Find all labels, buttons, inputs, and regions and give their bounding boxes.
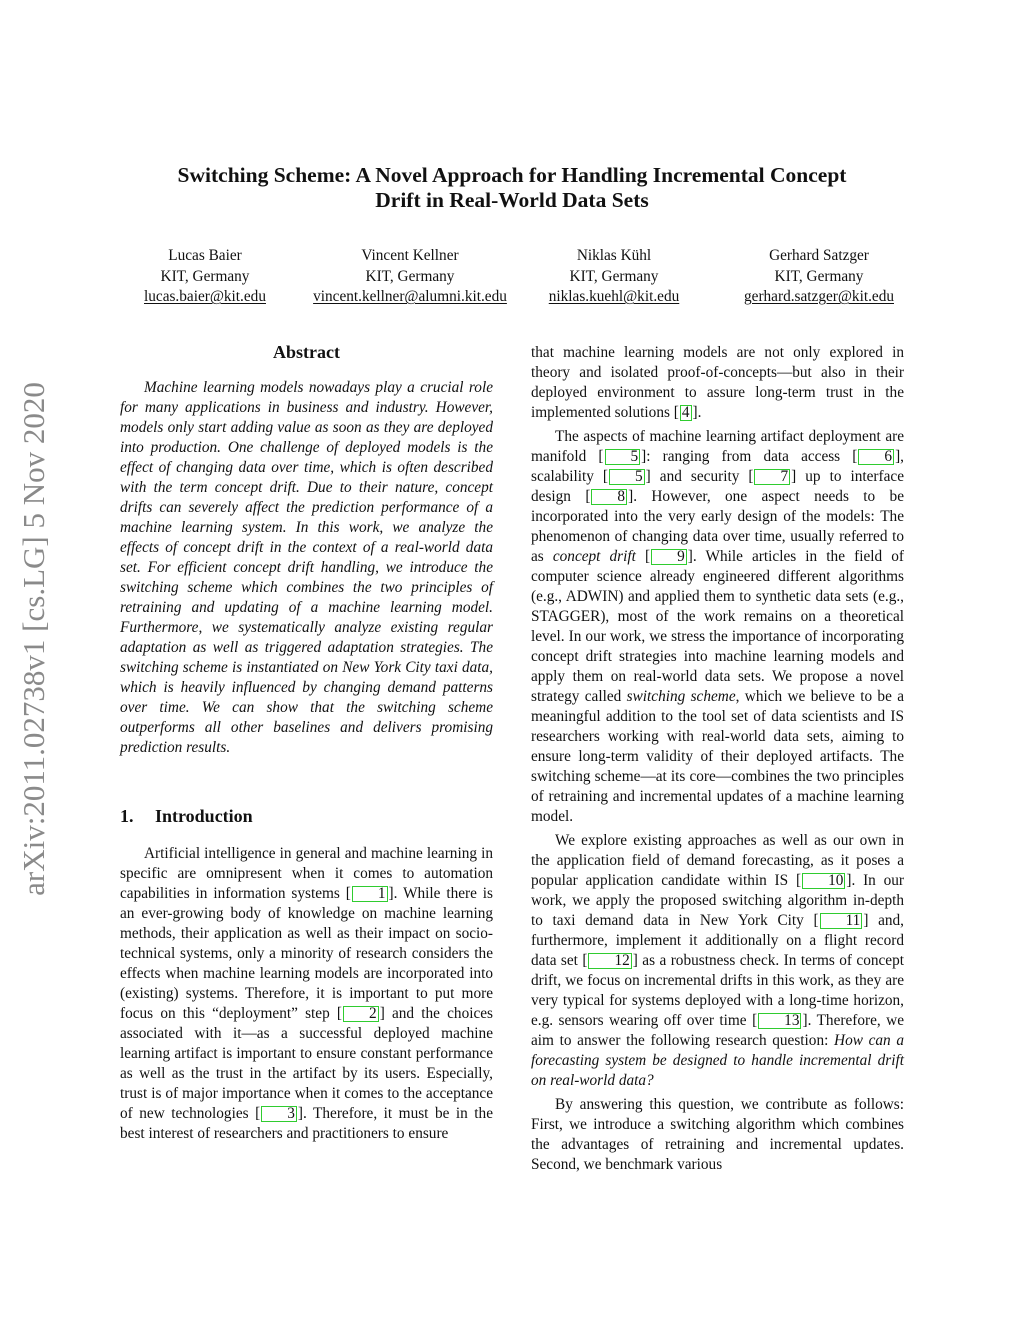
text-run: , scalability: [531, 448, 904, 485]
text-run: up to interface design: [531, 468, 904, 505]
text-run: .: [697, 404, 702, 421]
text-run: . While articles in the field of computer science already engineered different algorithms (e.g., ADWIN) and applied them to synthetic data sets (e.g., STAGGER), most of the work remains on a theoretical level. In our work, we stress the importance of incorporating concept drift strategies into machine learning models and apply them on real-world data sets. We propose a novel strategy called: [531, 548, 904, 705]
author-affiliation: KIT, Germany: [160, 267, 250, 285]
text-run: as a robustness check. In terms of concept drift, we focus on incremental drifts in this work, as they are very typical for systems deployed with a long-time horizon, e.g. sensors wearing off over time: [531, 952, 904, 1029]
author-block: [494, 246, 734, 308]
citation-link[interactable]: 4: [681, 404, 690, 421]
citation-link[interactable]: 5: [609, 469, 645, 485]
left-column: [120, 340, 493, 1148]
citation-link[interactable]: 10: [802, 873, 845, 889]
author-affiliation: KIT, Germany: [774, 267, 864, 285]
author-email[interactable]: vincent.kellner@alumni.kit.edu: [313, 288, 507, 305]
abstract-text: Machine learning models nowadays play a crucial role for many applications in business and industry. However, models only start adding value as soon as they are deployed into production. One challenge of deployed models is the effect of changing data over time, which is often described with the term concept drift. Due to their nature, concept drifts can severely affect the prediction performance of a machine learning system. In this work, we analyze the effects of concept drift in the context of a real-world data set. For efficient concept drift handling, we introduce the switching scheme which combines the two principles of retraining and updating of a machine learning model. Furthermore, we systematically analyze existing regular adaptation as well as triggered adaptation strategies. The switching scheme is instantiated on New York City taxi data, which is heavily influenced by changing demand patterns over time. We can show that the switching scheme outperforms all other baselines and delivers promising prediction results.: [120, 379, 493, 756]
arxiv-sidebar-stamp: arXiv:2011.02738v1 [cs.LG] 5 Nov 2020: [16, 382, 51, 896]
text-run: . While there is an ever-growing body of knowledge on machine learning methods, their application as well as their impact on socio-technical systems, only a minority of research considers the effects when machine learning models are incorporated into (existing) systems. Therefore, it is important to put more focus on this “deployment” step: [120, 885, 493, 1022]
right-column: [531, 343, 904, 1179]
citation-link[interactable]: 5: [605, 449, 641, 465]
text-run: . Therefore, it must be in the best interest of researchers and practitioners to ensure: [120, 1105, 493, 1142]
citation-link[interactable]: 8: [591, 489, 627, 505]
author-email[interactable]: niklas.kuehl@kit.edu: [548, 288, 680, 305]
author-email[interactable]: lucas.baier@kit.edu: [144, 288, 266, 305]
author-affiliation: KIT, Germany: [365, 267, 455, 285]
author-name: Vincent Kellner: [361, 247, 459, 264]
author-name: Gerhard Satzger: [769, 247, 869, 264]
right-paragraph-4: By answering this question, we contribute as follows: First, we introduce a switching algorithm which combines the advantages of retraining and incremental updates. Second, we benchmark various: [531, 1096, 904, 1173]
paper-title: [100, 163, 924, 213]
text-run: : ranging from data access: [646, 448, 853, 465]
title-line-1: Switching Scheme: A Novel Approach for Handling Incremental Concept: [177, 163, 847, 187]
text-run: , which we believe to be a meaningful addition to the tool set of data scientists and IS researchers working with real-world data sets, aiming to ensure long-term validity of their deployed artifacts. The switching scheme—at its core—combines the two principles of retraining and incremental updates of a machine learning model.: [531, 688, 904, 825]
citation-link[interactable]: 7: [754, 469, 790, 485]
text-run: that machine learning models are not only explored in theory and isolated proof-of-concepts—but also in their deployed environment to assure long-term trust in the implemented solutions: [531, 344, 904, 421]
section-number: 1.: [120, 806, 134, 826]
text-run: . Therefore, we aim to answer the following research question:: [531, 1012, 904, 1049]
section-heading: [120, 804, 493, 828]
text-run: and, furthermore, implement it additionally on a flight record data set: [531, 912, 904, 969]
emphasis: How can a forecasting system be designed to handle incremental drift on real-world data?: [531, 1032, 904, 1089]
right-paragraph-3: We explore existing approaches as well as our own in the application field of demand forecasting, as it poses a popular application candidate within IS [ 10 ]. In our work, we apply the proposed switching algorithm in-depth to taxi demand data in New York City [ 11 ] and, furthermore, implement it additionally on a flight record data set [ 12 ] as a robustness check. In terms of concept drift, we focus on incremental drifts in this work, as they are very typical for systems deployed with a long-time horizon, e.g. sensors wearing off over time [ 13 ]. Therefore, we aim to answer the following research question: How can a forecasting system be designed to handle incremental drift on real-world data?: [531, 832, 905, 1089]
title-line-2: Drift in Real-World Data Sets: [375, 188, 649, 212]
citation-link[interactable]: 13: [758, 1013, 801, 1029]
citation-link[interactable]: 3: [261, 1106, 297, 1122]
text-run: We explore existing approaches as well as our own in the application field of demand forecasting, as it poses a popular application candidate within IS: [531, 832, 904, 889]
text-run: Artificial intelligence in general and machine learning in specific are omnipresent when it comes to automation capabilities in information systems: [120, 845, 493, 902]
citation-link[interactable]: 6: [858, 449, 894, 465]
text-run: [636, 548, 645, 565]
text-run: . In our work, we apply the proposed switching algorithm in-depth to taxi demand data in New York City: [531, 872, 905, 929]
right-paragraph-2: The aspects of machine learning artifact deployment are manifold [ 5 ]: ranging from data access [ 6 ], scalability [ 5 ] and security [ 7 ] up to interface design [ 8 ]. However, one aspect needs to be incorporated into the very early design of the models: The phenomenon of changing data over time, usually referred to as concept drift [ 9 ]. While articles in the field of computer science already engineered different algorithms (e.g., ADWIN) and applied them to synthetic data sets (e.g., STAGGER), most of the work remains on a theoretical level. In our work, we stress the importance of incorporating concept drift strategies into machine learning models and apply them on real-world data sets. We propose a novel strategy called switching scheme, which we believe to be a meaningful addition to the tool set of data scientists and IS researchers working with real-world data sets, aiming to ensure long-term validity of their deployed artifacts. The switching scheme—at its core—combines the two principles of retraining and incremental updates of a machine learning model.: [531, 428, 904, 825]
text-run: The aspects of machine learning artifact deployment are manifold: [531, 428, 904, 465]
author-block: [85, 246, 325, 308]
emphasis: switching scheme: [626, 688, 736, 705]
citation-link[interactable]: 11: [820, 913, 863, 929]
emphasis: concept drift: [552, 548, 636, 565]
author-block: [699, 246, 939, 308]
citation-link[interactable]: 1: [352, 886, 388, 902]
citation-link[interactable]: 2: [343, 1006, 379, 1022]
abstract-heading: Abstract: [273, 342, 340, 362]
citation-link[interactable]: 9: [651, 549, 687, 565]
author-name: Lucas Baier: [168, 247, 242, 264]
intro-paragraph-1: Artificial intelligence in general and machine learning in specific are omnipresent when it comes to automation capabilities in information systems [ 1 ]. While there is an ever-growing body of knowledge on machine learning methods, their application as well as their impact on socio-technical systems, only a minority of research considers the effects when machine learning models are incorporated into (existing) systems. Therefore, it is important to put more focus on this “deployment” step [ 2 ] and the choices associated with it—as a successful deployed machine learning artifact is important to ensure constant performance as well as the trust in the artifact by its users. Especially, trust is of major importance when it comes to the acceptance of new technologies [ 3 ]. Therefore, it must be in the best interest of researchers and practitioners to ensure: [120, 845, 494, 1142]
text-run: . However, one aspect needs to be incorporated into the very early design of the models: The phenomenon of changing data over time, usually referred to as: [531, 488, 904, 565]
text-run: and security: [650, 468, 749, 485]
citation-link[interactable]: 12: [588, 953, 631, 969]
author-name: Niklas Kühl: [576, 247, 652, 264]
text-run: and the choices associated with it—as a successful deployed machine learning artifact is important to ensure constant performance as well as the trust in the artifact by its users. Especially, trust is of major importance when it comes to the acceptance of new technologies: [120, 1005, 494, 1122]
author-affiliation: KIT, Germany: [569, 267, 659, 285]
section-title: Introduction: [155, 806, 253, 826]
right-paragraph-1: that machine learning models are not only explored in theory and isolated proof-of-concepts—but also in their deployed environment to assure long-term trust in the implemented solutions [ 4 ].: [531, 344, 904, 421]
author-email[interactable]: gerhard.satzger@kit.edu: [744, 288, 894, 305]
